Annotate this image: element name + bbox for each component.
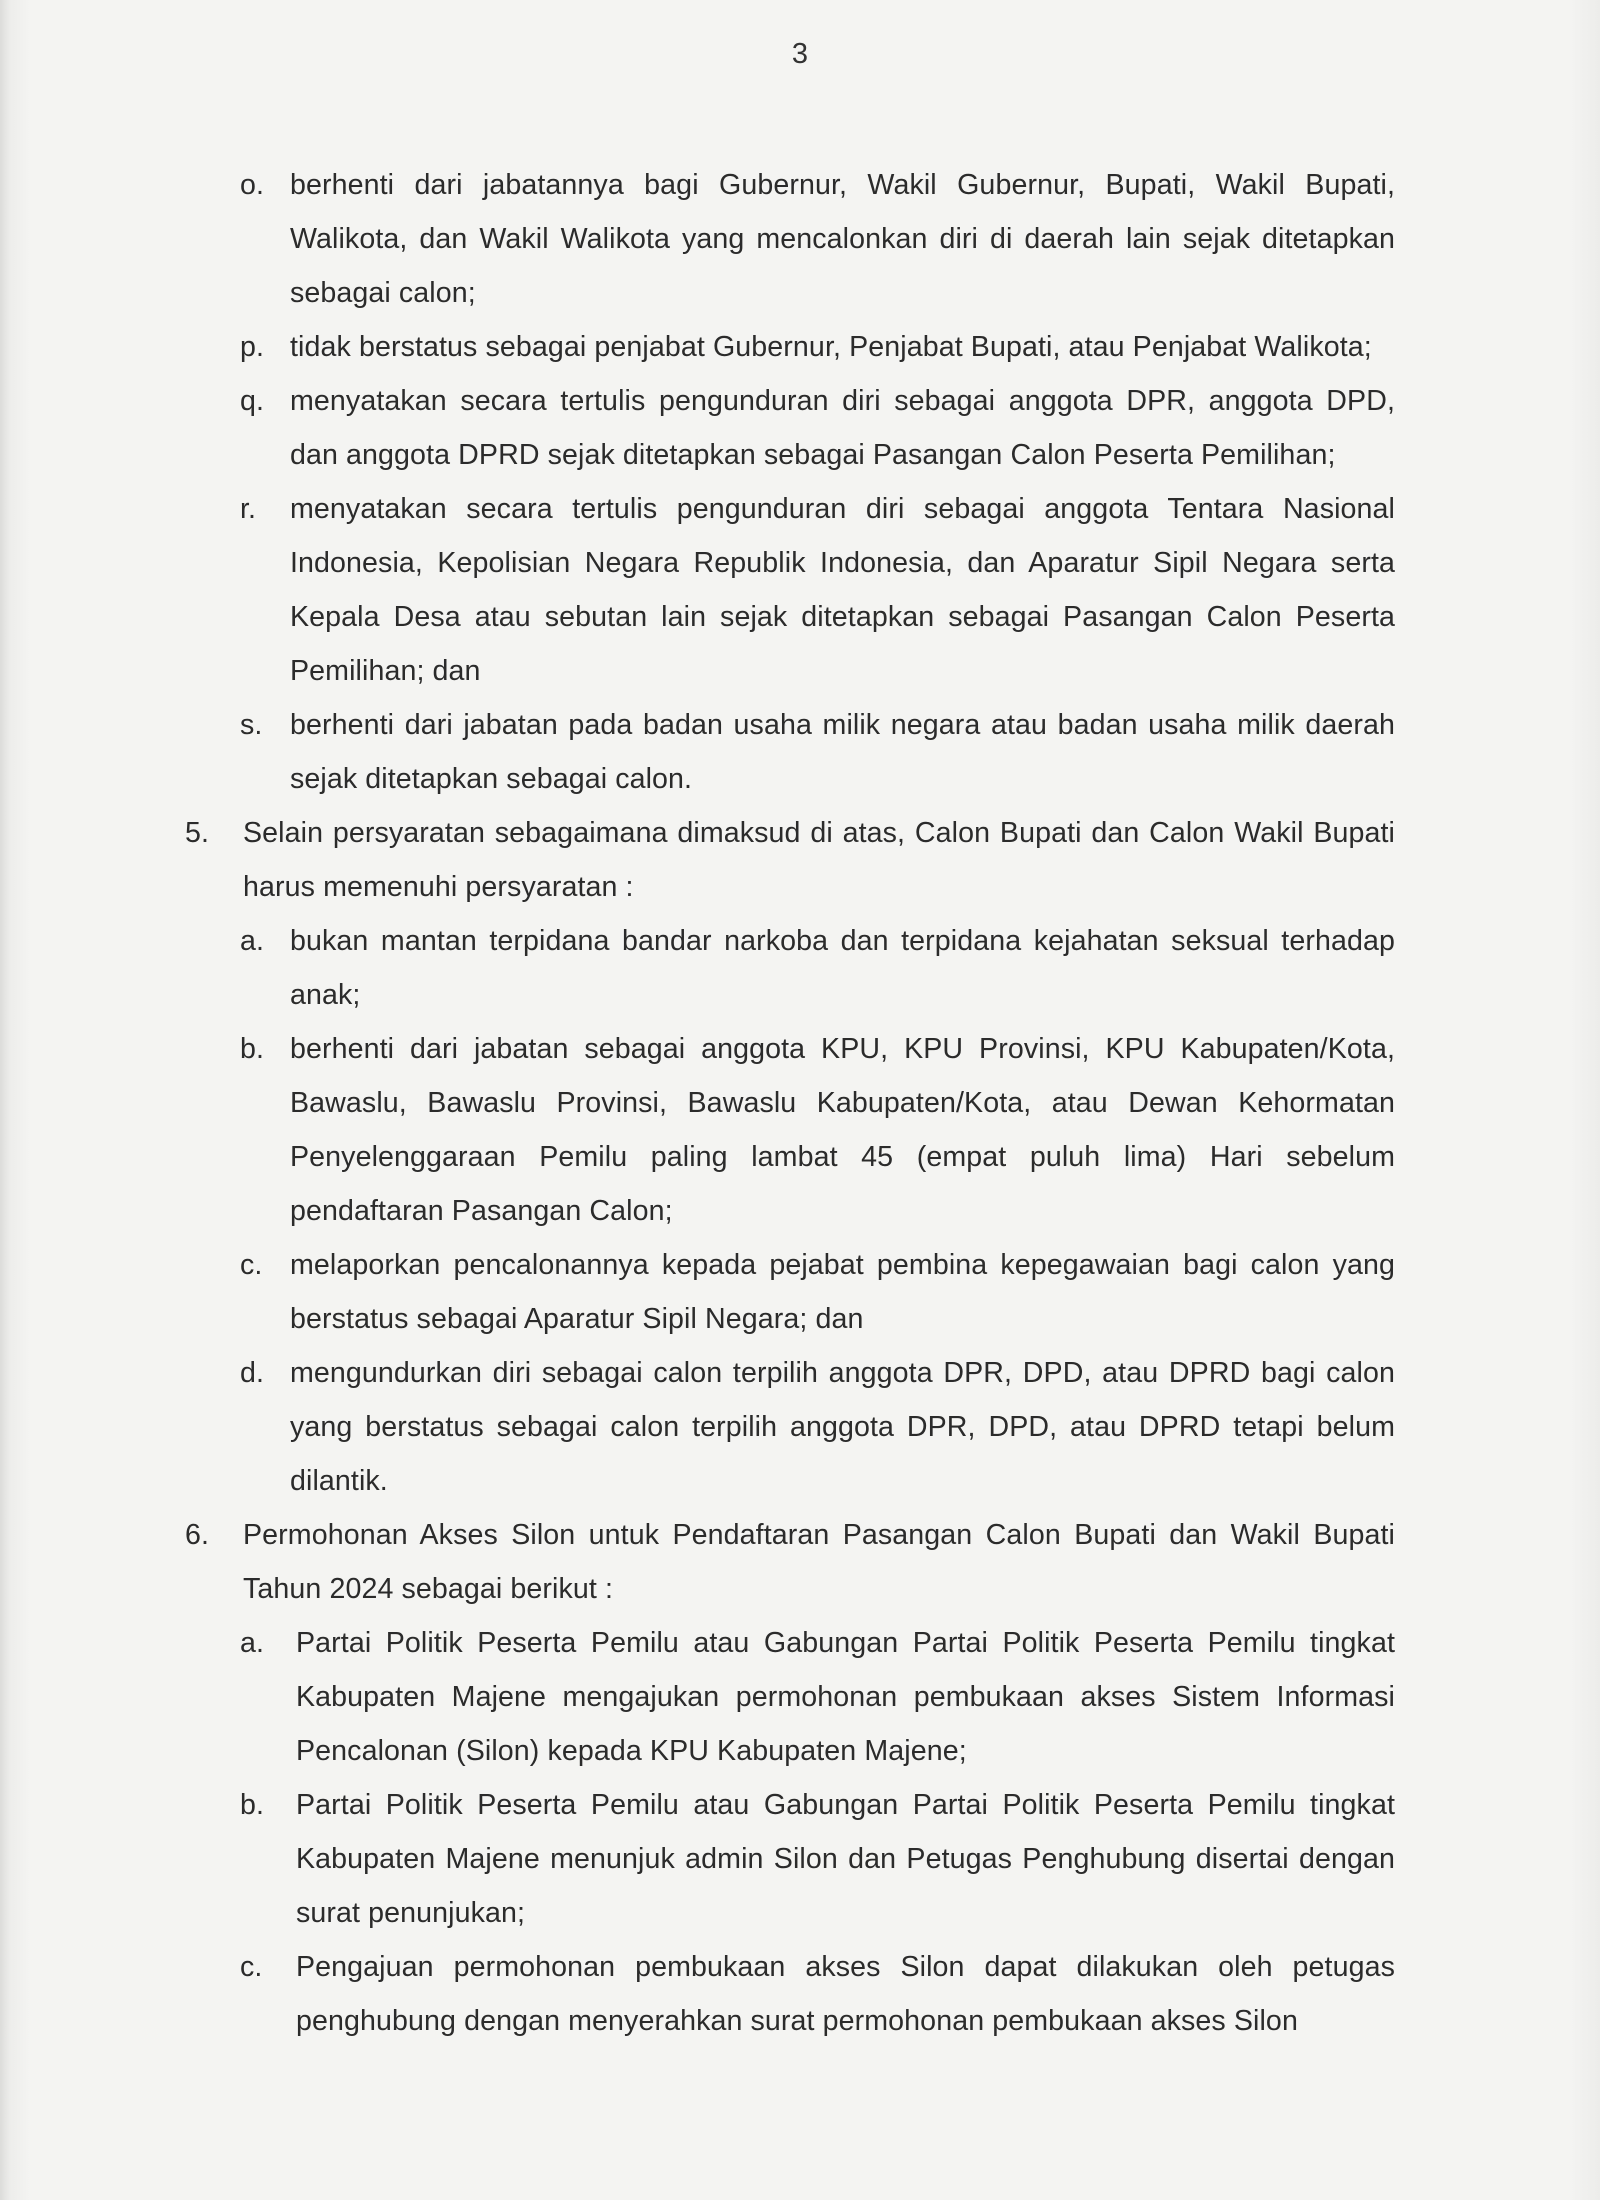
list-item-text: berhenti dari jabatan sebagai anggota KPU, KPU Provinsi, KPU Kabupaten/Kota, Bawaslu, Bawaslu Provinsi, Bawaslu Kabupaten/Kota, atau Dewan Kehormatan Penyelenggaraan Pemilu paling lambat 45 (empat puluh lima) Hari sebelum pendaftaran Pasangan Calon; <box>290 1033 1395 1227</box>
list-item-text: tidak berstatus sebagai penjabat Gubernur, Penjabat Bupati, atau Penjabat Walikota; <box>290 331 1372 363</box>
list-marker: c. <box>240 1951 263 1983</box>
list-item <box>185 1346 1395 1508</box>
list-item-text: berhenti dari jabatannya bagi Gubernur, Wakil Gubernur, Bupati, Wakil Bupati, Walikota, dan Wakil Walikota yang mencalonkan diri di daerah lain sejak ditetapkan sebagai calon; <box>290 169 1395 309</box>
list-marker: a. <box>240 1627 265 1659</box>
list-item <box>185 158 1395 320</box>
list-item <box>185 482 1395 698</box>
section-5 <box>185 806 1395 914</box>
list-item <box>185 914 1395 1022</box>
list-item-text: Partai Politik Peserta Pemilu atau Gabungan Partai Politik Peserta Pemilu tingkat Kabupaten Majene mengajukan permohonan pembukaan akses Sistem Informasi Pencalonan (Silon) kepada KPU Kabupaten Majene; <box>296 1627 1395 1767</box>
page-number: 3 <box>791 38 809 70</box>
list-item <box>185 1238 1395 1346</box>
list-marker: s. <box>240 709 263 741</box>
document-body <box>185 158 1395 2048</box>
section-number: 6. <box>185 1519 210 1551</box>
section-6 <box>185 1508 1395 1616</box>
list-marker: b. <box>240 1033 265 1065</box>
list-item-text: berhenti dari jabatan pada badan usaha milik negara atau badan usaha milik daerah sejak ditetapkan sebagai calon. <box>290 709 1395 795</box>
section-number: 5. <box>185 817 210 849</box>
list-item <box>185 320 1395 374</box>
list-item-text: menyatakan secara tertulis pengunduran diri sebagai anggota Tentara Nasional Indonesia, Kepolisian Negara Republik Indonesia, dan Aparatur Sipil Negara serta Kepala Desa atau sebutan lain sejak ditetapkan sebagai Pasangan Calon Peserta Pemilihan; dan <box>290 493 1395 687</box>
list-item-text: bukan mantan terpidana bandar narkoba dan terpidana kejahatan seksual terhadap anak; <box>290 925 1395 1011</box>
list-item-text: Pengajuan permohonan pembukaan akses Silon dapat dilakukan oleh petugas penghubung dengan menyerahkan surat permohonan pembukaan akses Silon <box>296 1951 1395 2037</box>
list-marker: b. <box>240 1789 265 1821</box>
list-item <box>185 1022 1395 1238</box>
list-item <box>185 698 1395 806</box>
list-item <box>185 1778 1395 1940</box>
list-marker: c. <box>240 1249 263 1281</box>
section-text: Selain persyaratan sebagaimana dimaksud di atas, Calon Bupati dan Calon Wakil Bupati harus memenuhi persyaratan : <box>243 817 1395 903</box>
list-marker: q. <box>240 385 265 417</box>
section-text: Permohonan Akses Silon untuk Pendaftaran Pasangan Calon Bupati dan Wakil Bupati Tahun 2024 sebagai berikut : <box>243 1519 1395 1605</box>
list-marker: r. <box>240 493 257 525</box>
list-marker: o. <box>240 169 265 201</box>
list-item-text: melaporkan pencalonannya kepada pejabat pembina kepegawaian bagi calon yang berstatus sebagai Aparatur Sipil Negara; dan <box>290 1249 1395 1335</box>
list-marker: a. <box>240 925 265 957</box>
list-item-text: mengundurkan diri sebagai calon terpilih anggota DPR, DPD, atau DPRD bagi calon yang berstatus sebagai calon terpilih anggota DPR, DPD, atau DPRD tetapi belum dilantik. <box>290 1357 1395 1497</box>
list-item-text: Partai Politik Peserta Pemilu atau Gabungan Partai Politik Peserta Pemilu tingkat Kabupaten Majene menunjuk admin Silon dan Petugas Penghubung disertai dengan surat penunjukan; <box>296 1789 1395 1929</box>
list-item <box>185 1940 1395 2048</box>
list-item <box>185 1616 1395 1778</box>
list-item-text: menyatakan secara tertulis pengunduran diri sebagai anggota DPR, anggota DPD, dan anggota DPRD sejak ditetapkan sebagai Pasangan Calon Peserta Pemilihan; <box>290 385 1395 471</box>
list-marker: p. <box>240 331 265 363</box>
list-item <box>185 374 1395 482</box>
list-marker: d. <box>240 1357 265 1389</box>
